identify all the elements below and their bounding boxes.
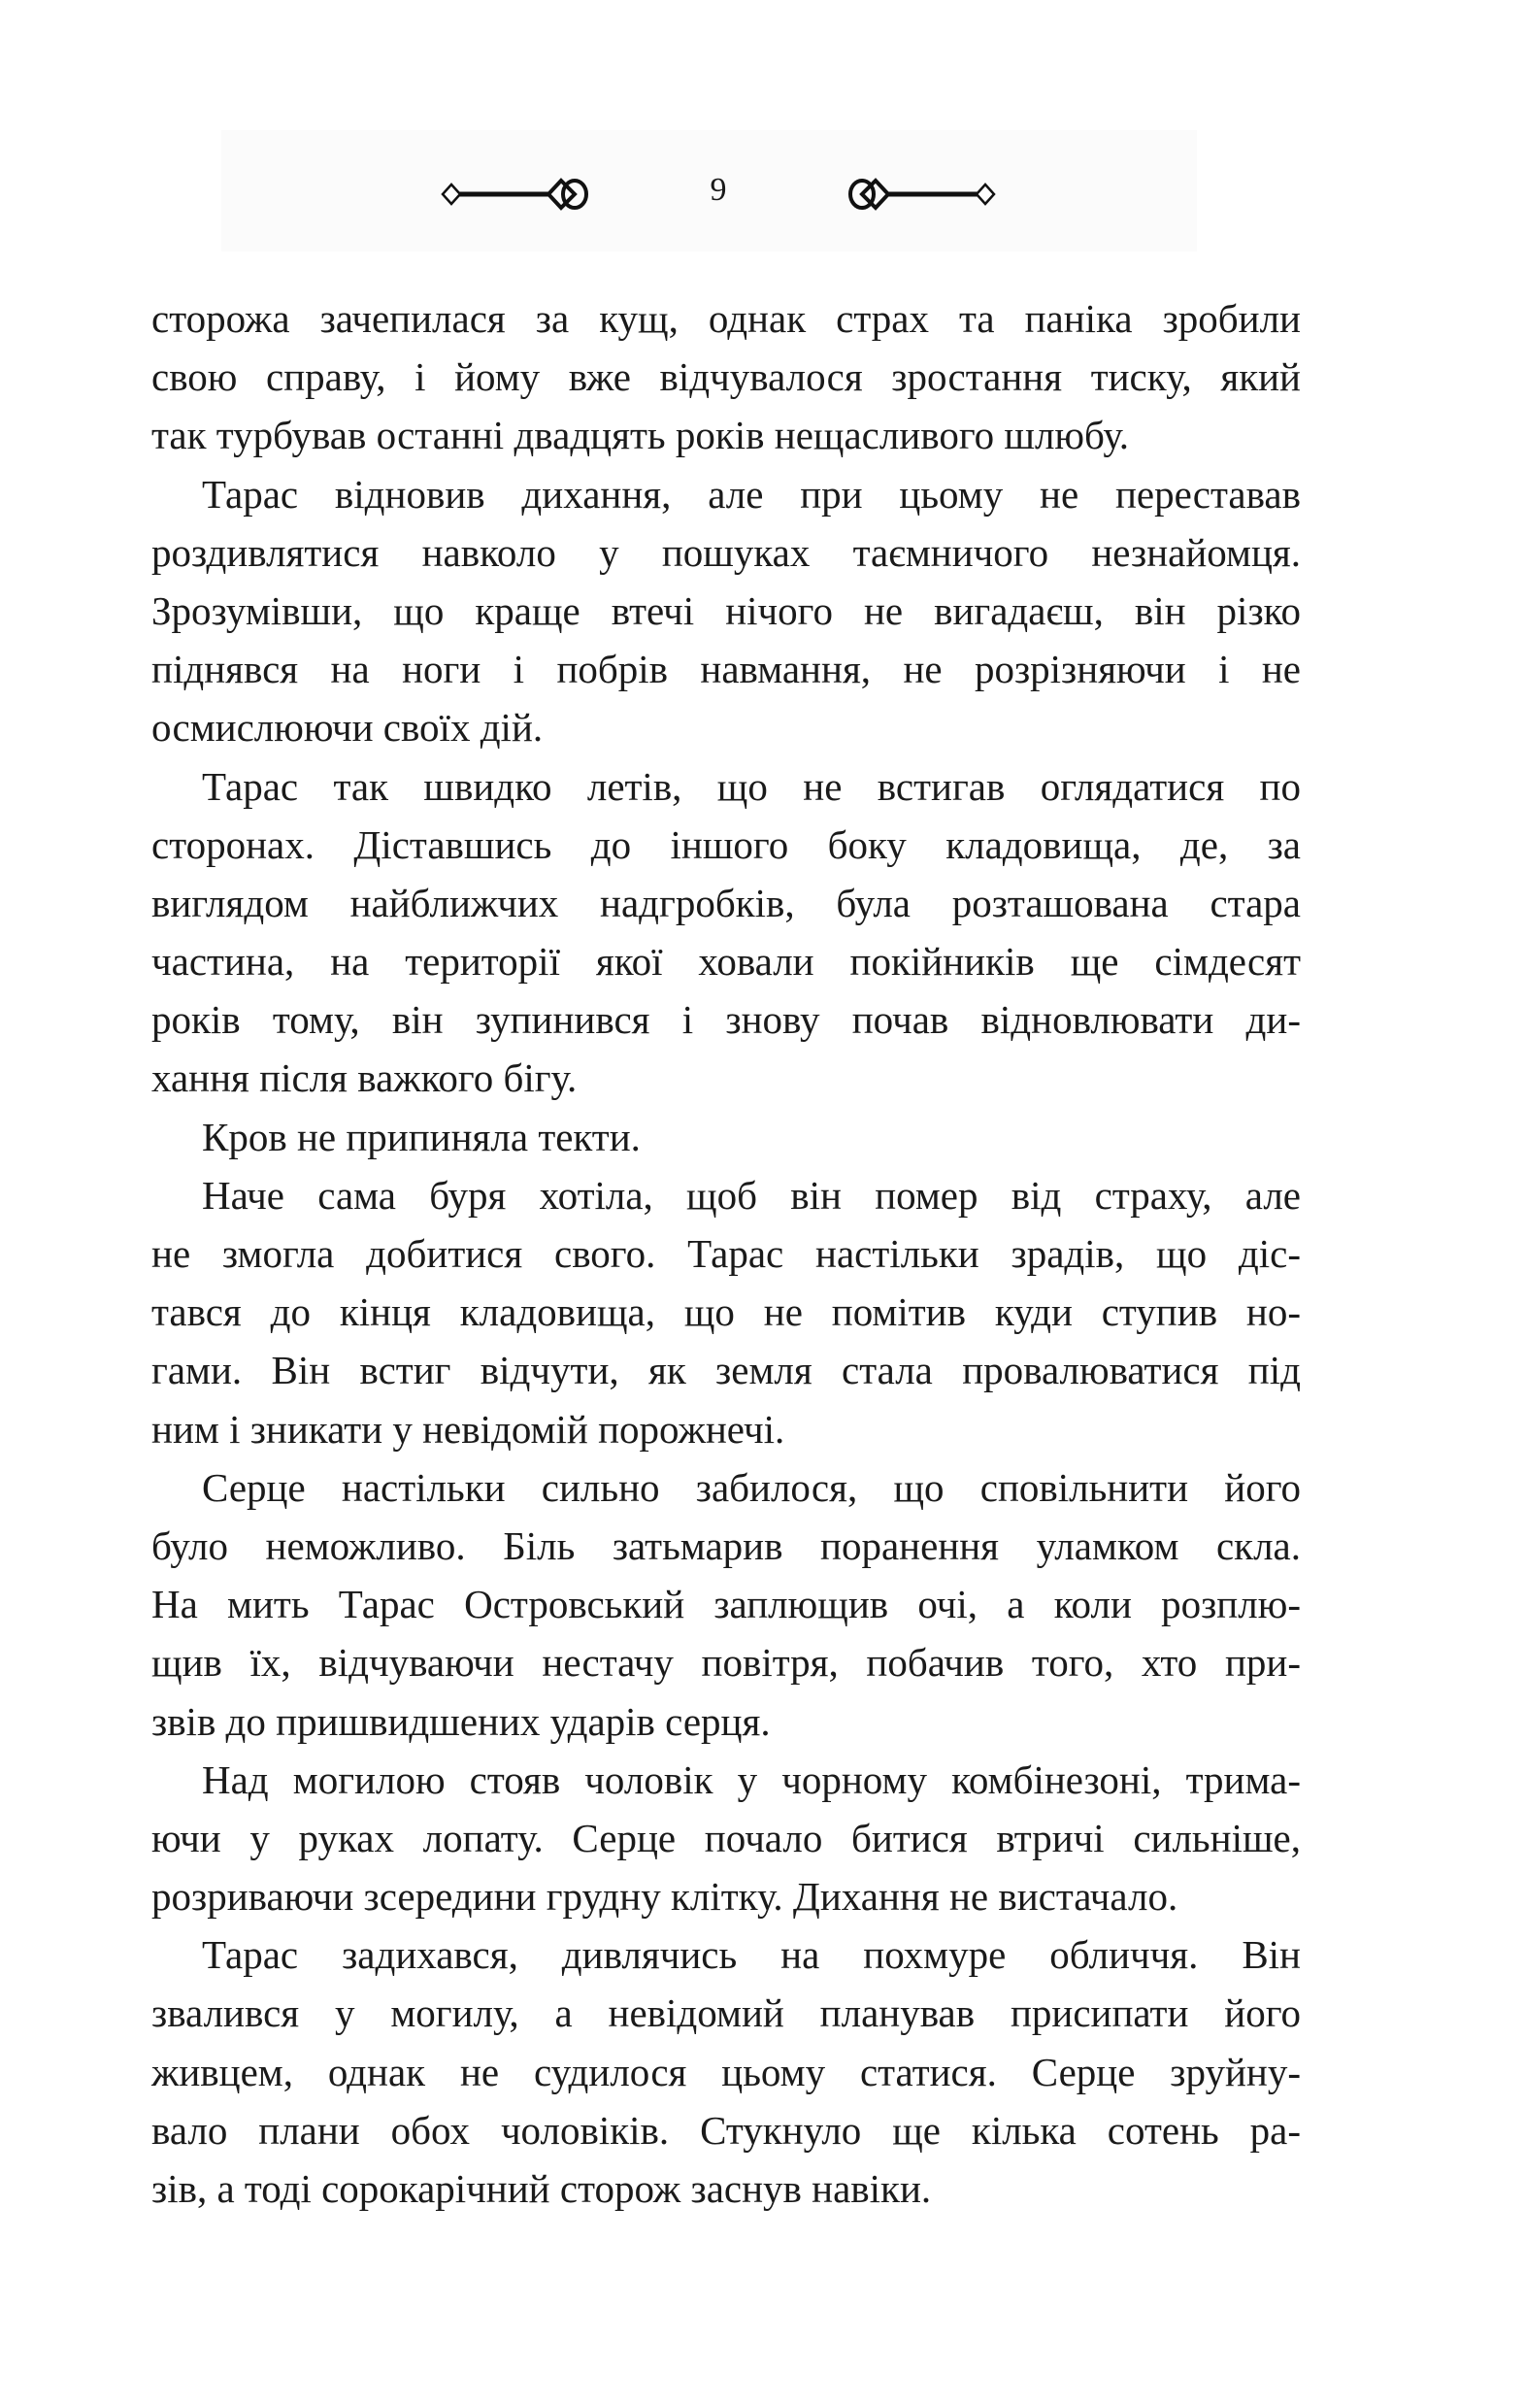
text-line: сторонах. Діставшись до іншого боку кладовища, де, за bbox=[151, 821, 1301, 867]
paragraph bbox=[151, 1458, 1301, 1751]
text-line: Тарас так швидко летів, що не встигав оглядатися по bbox=[202, 763, 1301, 809]
text-line: На мить Тарас Островський заплющив очі, а коли розплю- bbox=[151, 1582, 1301, 1627]
text-line: піднявся на ноги і побрів навмання, не розрізняючи і не bbox=[151, 647, 1301, 692]
text-line: Кров не припиняла текти. bbox=[202, 1114, 641, 1159]
paragraph bbox=[151, 757, 1301, 1108]
text-line: осмислюючи своїх дій. bbox=[151, 705, 544, 751]
text-line: гами. Він встиг відчути, як земля стала провалюватися під bbox=[151, 1348, 1301, 1393]
text-line: живцем, однак не судилося цьому статися. Серце зруйну- bbox=[151, 2049, 1301, 2094]
text-line: зів, а тоді сорокарічний сторож заснув навіки. bbox=[151, 2166, 932, 2211]
text-line: щив їх, відчуваючи нестачу повітря, побачив того, хто при- bbox=[151, 1640, 1301, 1686]
text-line: так турбував останні двадцять років нещасливого шлюбу. bbox=[151, 413, 1130, 458]
text-line: Над могилою стояв чоловік у чорному комбінезоні, трима- bbox=[202, 1756, 1301, 1802]
paragraph bbox=[151, 1751, 1301, 1926]
text-line: Тарас задихався, дивлячись на похмуре обличчя. Він bbox=[202, 1932, 1301, 1978]
ornament-left bbox=[238, 181, 586, 208]
text-line: ним і зникати у невідомій порожнечі. bbox=[151, 1406, 785, 1452]
text-line: розриваючи зсередини грудну клітку. Дихання не вистачало. bbox=[151, 1874, 1178, 1920]
text-line: хання після важкого бігу. bbox=[151, 1055, 578, 1101]
text-line: Зрозумівши, що краще втечі нічого не вигадаєш, він різко bbox=[151, 587, 1301, 633]
text-line: років тому, він зупинився і знову почав відновлювати ди- bbox=[151, 997, 1301, 1043]
text-line: було неможливо. Біль затьмарив поранення уламком скла. bbox=[151, 1522, 1301, 1568]
text-line: роздивлятися навколо у пошуках таємничого незнайомця. bbox=[151, 529, 1301, 575]
text-line: звів до пришвидшених ударів серця. bbox=[151, 1698, 771, 1744]
paragraph bbox=[151, 1925, 1301, 2218]
text-line: частина, на території якої ховали покійників ще сімдесят bbox=[151, 939, 1301, 985]
ornament-right bbox=[850, 181, 1199, 208]
text-line: тався до кінця кладовища, що не помітив куди ступив но- bbox=[151, 1289, 1301, 1335]
text-line: Наче сама буря хотіла, щоб він помер від страху, але bbox=[202, 1172, 1301, 1218]
text-line: ючи у руках лопату. Серце почало битися втричі сильніше, bbox=[151, 1815, 1301, 1860]
paragraph bbox=[151, 289, 1301, 465]
text-line: виглядом найближчих надгробків, була розташована стара bbox=[151, 880, 1301, 925]
text-line: вало плани обох чоловіків. Стукнуло ще кілька сотень ра- bbox=[151, 2107, 1301, 2153]
body-text bbox=[151, 289, 1301, 2218]
text-line: сторожа зачепилася за кущ, однак страх та паніка зробили bbox=[151, 296, 1301, 341]
page-number: 9 bbox=[710, 172, 727, 208]
text-line: свою справу, і йому вже відчувалося зростання тиску, який bbox=[151, 354, 1301, 400]
text-line: звалився у могилу, а невідомий планував присипати його bbox=[151, 1990, 1301, 2036]
paragraph bbox=[151, 1108, 1301, 1166]
paragraph bbox=[151, 1166, 1301, 1458]
text-line: не змогла добитися свого. Тарас настільки зрадів, що діс- bbox=[151, 1231, 1301, 1276]
text-line: Серце настільки сильно забилося, що сповільнити його bbox=[202, 1464, 1301, 1510]
paragraph bbox=[151, 465, 1301, 757]
text-line: Тарас відновив дихання, але при цьому не переставав bbox=[202, 471, 1301, 517]
